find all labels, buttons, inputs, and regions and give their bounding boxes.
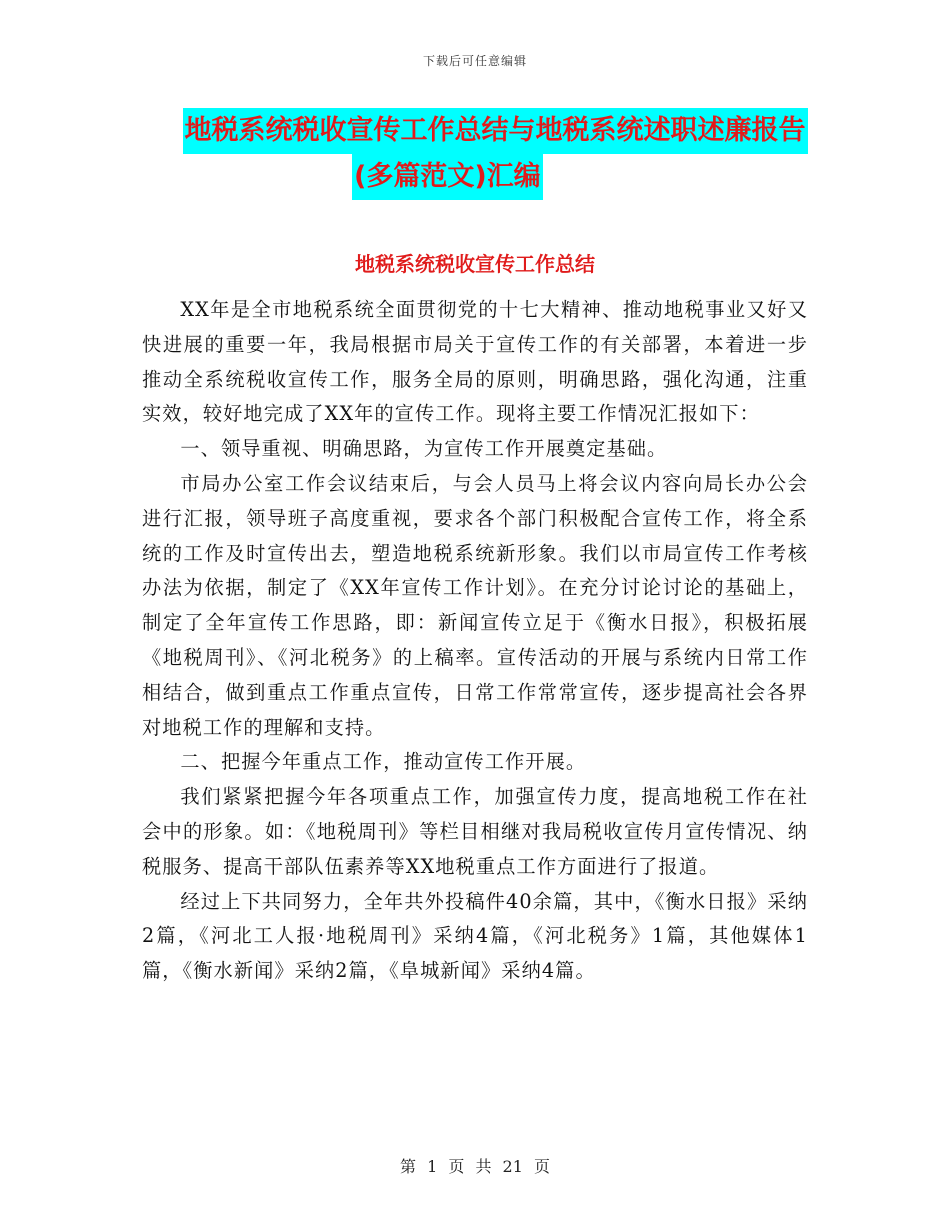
document-title-line-2: (多篇范文)汇编 xyxy=(352,154,543,200)
page-header-note: 下载后可任意编辑 xyxy=(422,54,527,68)
paragraph: 我们紧紧把握今年各项重点工作，加强宣传力度，提高地税工作在社会中的形象。如：《地税周刊》等栏目相继对我局税收宣传月宣传情况、纳税服务、提高干部队伍素养等XX地税重点工作方面进行了报道。 xyxy=(142,785,808,878)
document-title xyxy=(0,108,950,200)
page-number-footer: 第 1 页 共 21 页 xyxy=(400,1157,550,1176)
paragraph: 经过上下共同努力，全年共外投稿件40余篇，其中，《衡水日报》采纳2篇，《河北工人报·地税周刊》采纳4篇，《河北税务》1篇，其他媒体1篇，《衡水新闻》采纳2篇，《阜城新闻》采纳4篇。 xyxy=(142,889,808,983)
paragraph: 二、把握今年重点工作，推动宣传工作开展。 xyxy=(180,750,587,774)
document-body xyxy=(142,293,808,989)
paragraph: XX年是全市地税系统全面贯彻党的十七大精神、推动地税事业又好又快进展的重要一年，我局根据市局关于宣传工作的有关部署，本着进一步推动全系统税收宣传工作，服务全局的原则，明确思路，强化沟通，注重实效，较好地完成了XX年的宣传工作。现将主要工作情况汇报如下： xyxy=(142,298,808,426)
section-title: 地税系统税收宣传工作总结 xyxy=(355,252,595,276)
paragraph: 市局办公室工作会议结束后，与会人员马上将会议内容向局长办公会进行汇报，领导班子高度重视，要求各个部门积极配合宣传工作，将全系统的工作及时宣传出去，塑造地税系统新形象。我们以市局宣传工作考核办法为依据，制定了《XX年宣传工作计划》。在充分讨论讨论的基础上，制定了全年宣传工作思路，即：新闻宣传立足于《衡水日报》，积极拓展《地税周刊》、《河北税务》的上稿率。宣传活动的开展与系统内日常工作相结合，做到重点工作重点宣传，日常工作常常宣传，逐步提高社会各界对地税工作的理解和支持。 xyxy=(142,471,808,739)
paragraph: 一、领导重视、明确思路，为宣传工作开展奠定基础。 xyxy=(180,437,668,461)
document-title-line-1: 地税系统税收宣传工作总结与地税系统述职述廉报告 xyxy=(183,108,808,154)
